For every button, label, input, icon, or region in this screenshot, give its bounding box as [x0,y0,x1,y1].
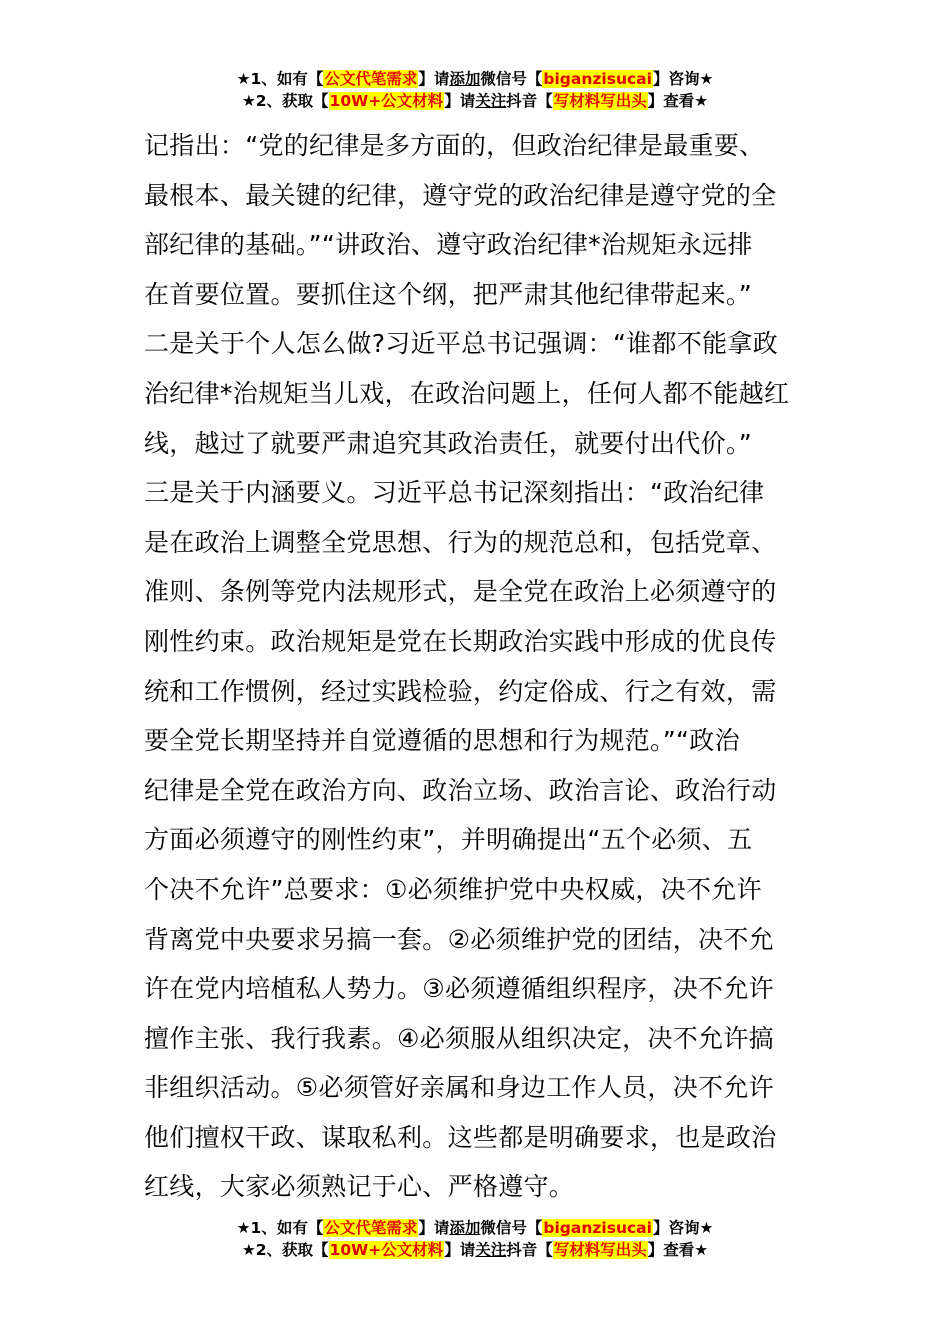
promo-line-1 [0,68,950,90]
body-line: 要全党长期坚持并自觉遵循的思想和行为规范。”“政治 [144,726,740,756]
body-line: 红线，大家必须熟记于心、严格遵守。 [144,1172,575,1202]
body-line: 擅作主张、我行我素。④必须服从组织决定，决不允许搞 [144,1023,774,1053]
body-line: 他们擅权干政、谋取私利。这些都是明确要求，也是政治 [144,1122,777,1152]
promo-line-1 [0,1217,950,1239]
promo-text: 抖音【 [506,92,553,110]
body-line: 统和工作惯例，经过实践检验，约定俗成、行之有效，需 [144,676,777,706]
body-line: 非组织活动。⑤必须管好亲属和身边工作人员，决不允许 [144,1073,774,1103]
body-line: 部纪律的基础。”“讲政治、遵守政治纪律*治规矩永远排 [144,230,753,260]
promo-suffix: 】查看★ [647,1241,709,1259]
promo-text: 】请 [418,70,450,88]
promo-prefix: ★1、如有【 [236,70,324,88]
body-line: 线，越过了就要严肃追究其政治责任，就要付出代价。” [144,428,752,458]
promo-emphasis: 添加 [449,1219,481,1237]
document-body [144,121,812,1212]
body-line: 纪律是全党在政治方向、政治立场、政治言论、政治行动 [144,775,777,805]
body-line: 是在政治上调整全党思想、行为的规范总和，包括党章、 [144,527,777,557]
promo-text: 】请 [444,92,476,110]
body-line: 最根本、最关键的纪律，遵守党的政治纪律是遵守党的全 [144,180,777,210]
body-line: 方面必须遵守的刚性约束”，并明确提出“五个必须、五 [144,825,753,855]
highlight-materials: 10W+公文材料 [329,1241,444,1259]
body-line: 准则、条例等党内法规形式，是全党在政治上必须遵守的 [144,577,777,607]
promo-text: 微信号【 [480,1219,543,1237]
promo-suffix: 】查看★ [647,92,709,110]
body-line: 二是关于个人怎么做?习近平总书记强调：“谁都不能拿政 [144,329,779,359]
promo-suffix: 】咨询★ [652,70,714,88]
highlight-service: 公文代笔需求 [324,70,418,88]
highlight-douyin-account: 写材料写出头 [553,92,647,110]
promo-emphasis: 关注 [475,1241,507,1259]
promo-text: 微信号【 [480,70,543,88]
highlight-wechat-id: biganzisucai [543,70,652,88]
highlight-service: 公文代笔需求 [324,1219,418,1237]
promo-prefix: ★1、如有【 [236,1219,324,1237]
promo-line-2 [0,90,950,112]
promo-suffix: 】咨询★ [652,1219,714,1237]
promo-banner-top [0,68,950,112]
promo-line-2 [0,1239,950,1261]
promo-text: 】请 [444,1241,476,1259]
body-line: 许在党内培植私人势力。③必须遵循组织程序，决不允许 [144,974,774,1004]
highlight-wechat-id: biganzisucai [543,1219,652,1237]
body-line: 背离党中央要求另搞一套。②必须维护党的团结，决不允 [144,924,774,954]
body-line: 三是关于内涵要义。习近平总书记深刻指出：“政治纪律 [144,478,765,508]
promo-emphasis: 添加 [449,70,481,88]
body-line: 治纪律*治规矩当儿戏，在政治问题上，任何人都不能越红 [144,378,790,408]
highlight-douyin-account: 写材料写出头 [553,1241,647,1259]
body-line: 个决不允许”总要求：①必须维护党中央权威，决不允许 [144,874,762,904]
promo-text: 抖音【 [506,1241,553,1259]
promo-prefix: ★2、获取【 [241,1241,329,1259]
body-line: 在首要位置。要抓住这个纲，把严肃其他纪律带起来。” [144,279,752,309]
promo-text: 】请 [418,1219,450,1237]
highlight-materials: 10W+公文材料 [329,92,444,110]
promo-emphasis: 关注 [475,92,507,110]
promo-prefix: ★2、获取【 [241,92,329,110]
promo-banner-bottom [0,1217,950,1261]
body-line: 记指出：“党的纪律是多方面的，但政治纪律是最重要、 [144,131,765,160]
body-line: 刚性约束。政治规矩是党在长期政治实践中形成的优良传 [144,626,777,656]
